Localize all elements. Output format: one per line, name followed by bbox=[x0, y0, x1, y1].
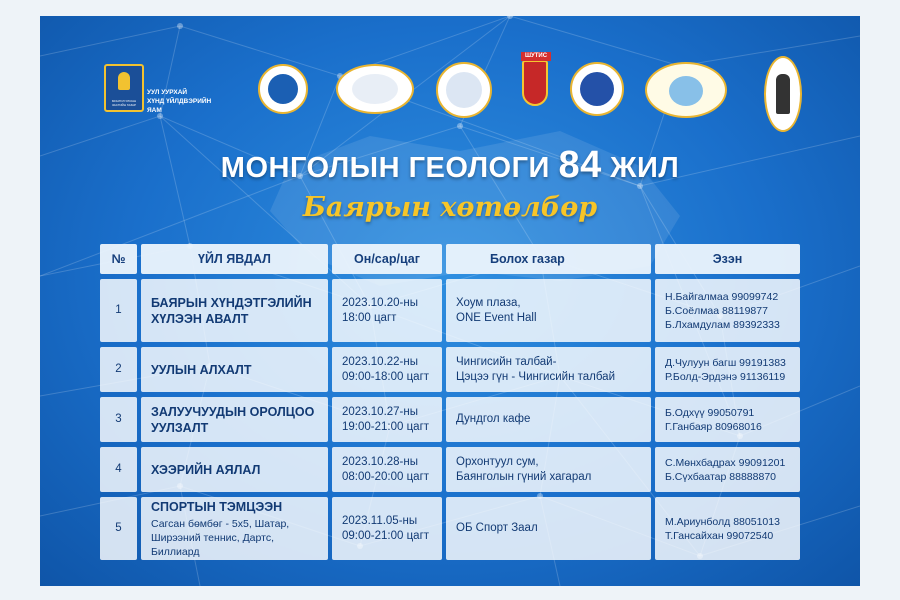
event-cell bbox=[141, 397, 328, 442]
place-cell: ОБ Спорт Заал bbox=[446, 497, 651, 560]
header-no: № bbox=[100, 244, 137, 274]
mining-association-logo-icon bbox=[570, 62, 624, 116]
header-host: Эзэн bbox=[655, 244, 800, 274]
event-title: СПОРТЫН ТЭМЦЭЭН bbox=[151, 499, 283, 514]
place-cell: Орхонтуул сум, Баянголын гүний хагарал bbox=[446, 447, 651, 492]
title-number: 84 bbox=[558, 144, 602, 186]
title-suffix: ЖИЛ bbox=[610, 152, 680, 184]
host-cell: С.Мөнхбадрах 99091201 Б.Сүхбаатар 88888870 bbox=[655, 447, 800, 492]
geology-association-logo-icon bbox=[258, 64, 308, 114]
page-title bbox=[40, 144, 860, 187]
logo-strip bbox=[40, 46, 860, 136]
table-row bbox=[100, 497, 800, 560]
place-cell: Дундгол кафе bbox=[446, 397, 651, 442]
event-cell bbox=[141, 497, 328, 560]
host-cell: Б.Одхүү 99050791 Г.Ганбаяр 80968016 bbox=[655, 397, 800, 442]
place-cell: Чингисийн талбай- Цэцээ гүн - Чингисийн талбай bbox=[446, 347, 651, 392]
event-title: БАЯРЫН ХҮНДЭТГЭЛИЙН ХҮЛЭЭН АВАЛТ bbox=[151, 295, 312, 326]
university-shield-icon bbox=[522, 53, 548, 106]
host-cell: Д.Чулуун багш 99191383 Р.Болд-Эрдэнэ 91136119 bbox=[655, 347, 800, 392]
title-prefix: МОНГОЛЫН ГЕОЛОГИ bbox=[220, 152, 550, 184]
geologist-figure-logo-icon bbox=[764, 56, 802, 132]
row-number: 1 bbox=[100, 279, 137, 342]
date-cell: 2023.10.22-ны 09:00-18:00 цагт bbox=[332, 347, 442, 392]
event-title: ХЭЭРИЙН АЯЛАЛ bbox=[151, 462, 261, 477]
date-cell: 2023.10.28-ны 08:00-20:00 цагт bbox=[332, 447, 442, 492]
row-number: 4 bbox=[100, 447, 137, 492]
place-cell: Хоум плаза, ONE Event Hall bbox=[446, 279, 651, 342]
host-cell: Н.Байгалмаа 99099742 Б.Соёлмаа 88119877 Б.Лхамдулам 89392333 bbox=[655, 279, 800, 342]
table-header-row bbox=[100, 244, 800, 274]
table-row bbox=[100, 447, 800, 492]
soyombo-crest-icon bbox=[104, 64, 144, 112]
header-place: Болох газар bbox=[446, 244, 651, 274]
header-date: Он/сар/цаг bbox=[332, 244, 442, 274]
event-note: Сагсан бөмбөг - 5х5, Шатар, Ширээний теннис, Дартс, Биллиард bbox=[151, 517, 290, 558]
date-cell: 2023.11.05-ны 09:00-21:00 цагт bbox=[332, 497, 442, 560]
geology-institute-logo-icon bbox=[336, 64, 414, 114]
ministry-logo bbox=[104, 64, 214, 112]
date-cell: 2023.10.20-ны 18:00 цагт bbox=[332, 279, 442, 342]
event-title: ЗАЛУУЧУУДЫН ОРОЛЦОО УУЛЗАЛТ bbox=[151, 404, 315, 435]
row-number: 2 bbox=[100, 347, 137, 392]
crest-caption: МОНГОЛ УЛСЫН ЗАСГИЙН ГАЗАР bbox=[111, 99, 137, 107]
date-cell: 2023.10.27-ны 19:00-21:00 цагт bbox=[332, 397, 442, 442]
host-cell: М.Ариунболд 88051013 Т.Гансайхан 99072540 bbox=[655, 497, 800, 560]
poster bbox=[40, 16, 860, 586]
geological-society-logo-icon bbox=[645, 62, 727, 118]
national-university-logo-icon bbox=[436, 62, 492, 118]
table-row bbox=[100, 279, 800, 342]
ministry-name: УУЛ УУРХАЙ ХҮНД ҮЙЛДВЭРИЙН ЯАМ bbox=[147, 89, 212, 114]
event-cell bbox=[141, 447, 328, 492]
event-cell bbox=[141, 347, 328, 392]
event-title: УУЛЫН АЛХАЛТ bbox=[151, 362, 252, 377]
row-number: 5 bbox=[100, 497, 137, 560]
event-cell bbox=[141, 279, 328, 342]
header-event: ҮЙЛ ЯВДАЛ bbox=[141, 244, 328, 274]
row-number: 3 bbox=[100, 397, 137, 442]
page-subtitle: Баярын хөтөлбөр bbox=[302, 192, 598, 223]
table-row bbox=[100, 347, 800, 392]
university-label: ШУТИС bbox=[521, 52, 551, 61]
table-row bbox=[100, 397, 800, 442]
